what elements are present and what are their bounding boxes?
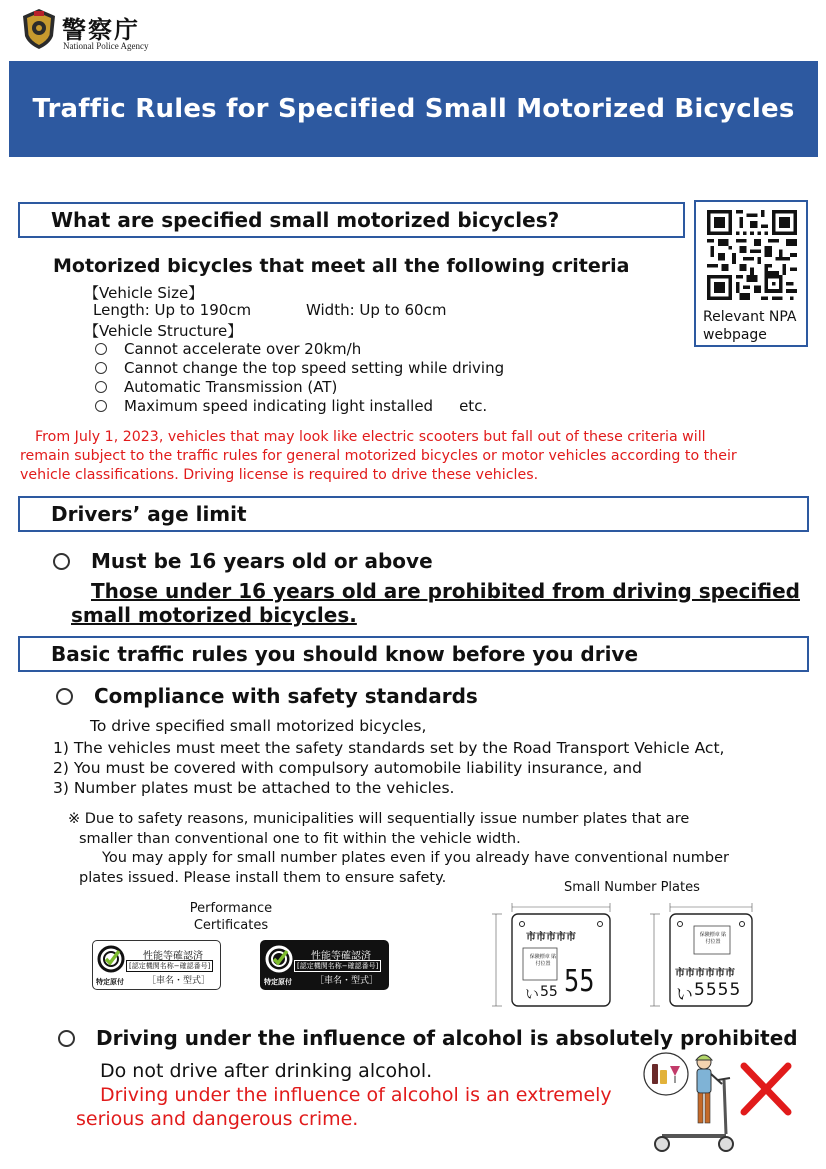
circle-bullet-icon [95,381,107,393]
title-banner [9,61,818,157]
age-warning: Those under 16 years old are prohibited from driving specified small motorized bicycles. [71,579,800,627]
compliance-heading: Compliance with safety standards [56,684,478,708]
drunk-rider-illustration [640,1050,810,1162]
certificate-black: 性能等確認済 [認定機関名称−確認番号] ［車名・型式］ 特定原付 [260,940,389,990]
circle-bullet-icon [58,1030,75,1047]
alcohol-heading: Driving under the influence of alcohol is absolutely prohibited [58,1026,798,1050]
list-item: 3) Number plates must be attached to the vehicles. [53,779,455,797]
regulation-notice: From July 1, 2023, vehicles that may look like electric scooters but fall out of these criteria will remain subject to the traffic rules for general motorized bicycles or motor vehicles according to their vehicle classifications. Driving license is required to drive these vehicles. [20,429,737,483]
list-item: 2) You must be covered with compulsory automobile liability insurance, and [53,759,642,777]
certificate-white: 性能等確認済 [認定機関名称−確認番号] ［車名・型式］ 特定原付 [92,940,221,990]
circle-bullet-icon [56,688,73,705]
vehicle-structure-label: 【Vehicle Structure】 [84,322,243,340]
circle-bullet-icon [95,400,107,412]
police-emblem-icon [20,8,58,50]
list-item: Maximum speed indicating light installed etc. [95,396,504,415]
length-spec: Length: Up to 190cm [93,301,252,319]
qr-code-icon[interactable] [707,210,797,300]
small-plate-1: 市市市市市 保険標章 貼付位置 い 55 55 [488,900,623,1012]
circle-bullet-icon [95,343,107,355]
agency-name-en: National Police Agency [63,41,149,51]
prohibited-cross-icon [744,1066,788,1112]
section-basic-rules [18,636,809,672]
section-title: Drivers’ age limit [51,502,247,526]
section-what-are-bicycles [18,202,685,238]
check-badge-icon [97,945,125,973]
cert-label: Performance Certificates [189,901,273,933]
circle-bullet-icon [53,553,70,570]
section-title: Basic traffic rules you should know before you drive [51,642,639,666]
list-item: Cannot change the top speed setting while driving [95,358,504,377]
age-rule: Must be 16 years old or above [53,549,433,573]
small-plate-2: 保険標章 貼付位置 市市市市市市 い 5555 [646,900,786,1012]
section-age-limit [18,496,809,532]
structure-list [95,339,504,415]
alcohol-warning: Do not drive after drinking alcohol. Driving under the influence of alcohol is an extremely serious and dangerous crime. [76,1060,612,1130]
agency-name-jp: 警察庁 [62,15,140,44]
list-item: 1) The vehicles must meet the safety standards set by the Road Transport Vehicle Act, [53,739,725,757]
qr-caption: Relevant NPA webpage [703,309,797,343]
compliance-rules [53,738,724,798]
circle-bullet-icon [95,362,107,374]
vehicle-size-label: 【Vehicle Size】 [84,284,204,302]
list-item: Automatic Transmission (AT) [95,377,504,396]
compliance-intro: To drive specified small motorized bicycles, [90,717,427,735]
etc-label: etc. [459,396,488,415]
number-plate-note: ※ Due to safety reasons, municipalities will sequentially issue number plates that are smaller than conventional one to fit within the vehicle width. You may apply for small number plates even if you already have conventional number plates issued. Please install them to ensure safety. [68,811,729,886]
width-spec: Width: Up to 60cm [306,301,447,319]
criteria-heading: Motorized bicycles that meet all the following criteria [53,255,630,277]
plates-label: Small Number Plates [564,880,700,895]
page-title: Traffic Rules for Specified Small Motorized Bicycles [32,94,795,124]
check-badge-icon [265,945,293,973]
qr-code-panel [694,200,808,347]
npa-logo [20,8,150,52]
list-item: Cannot accelerate over 20km/h [95,339,504,358]
section-title: What are specified small motorized bicycles? [51,208,560,232]
